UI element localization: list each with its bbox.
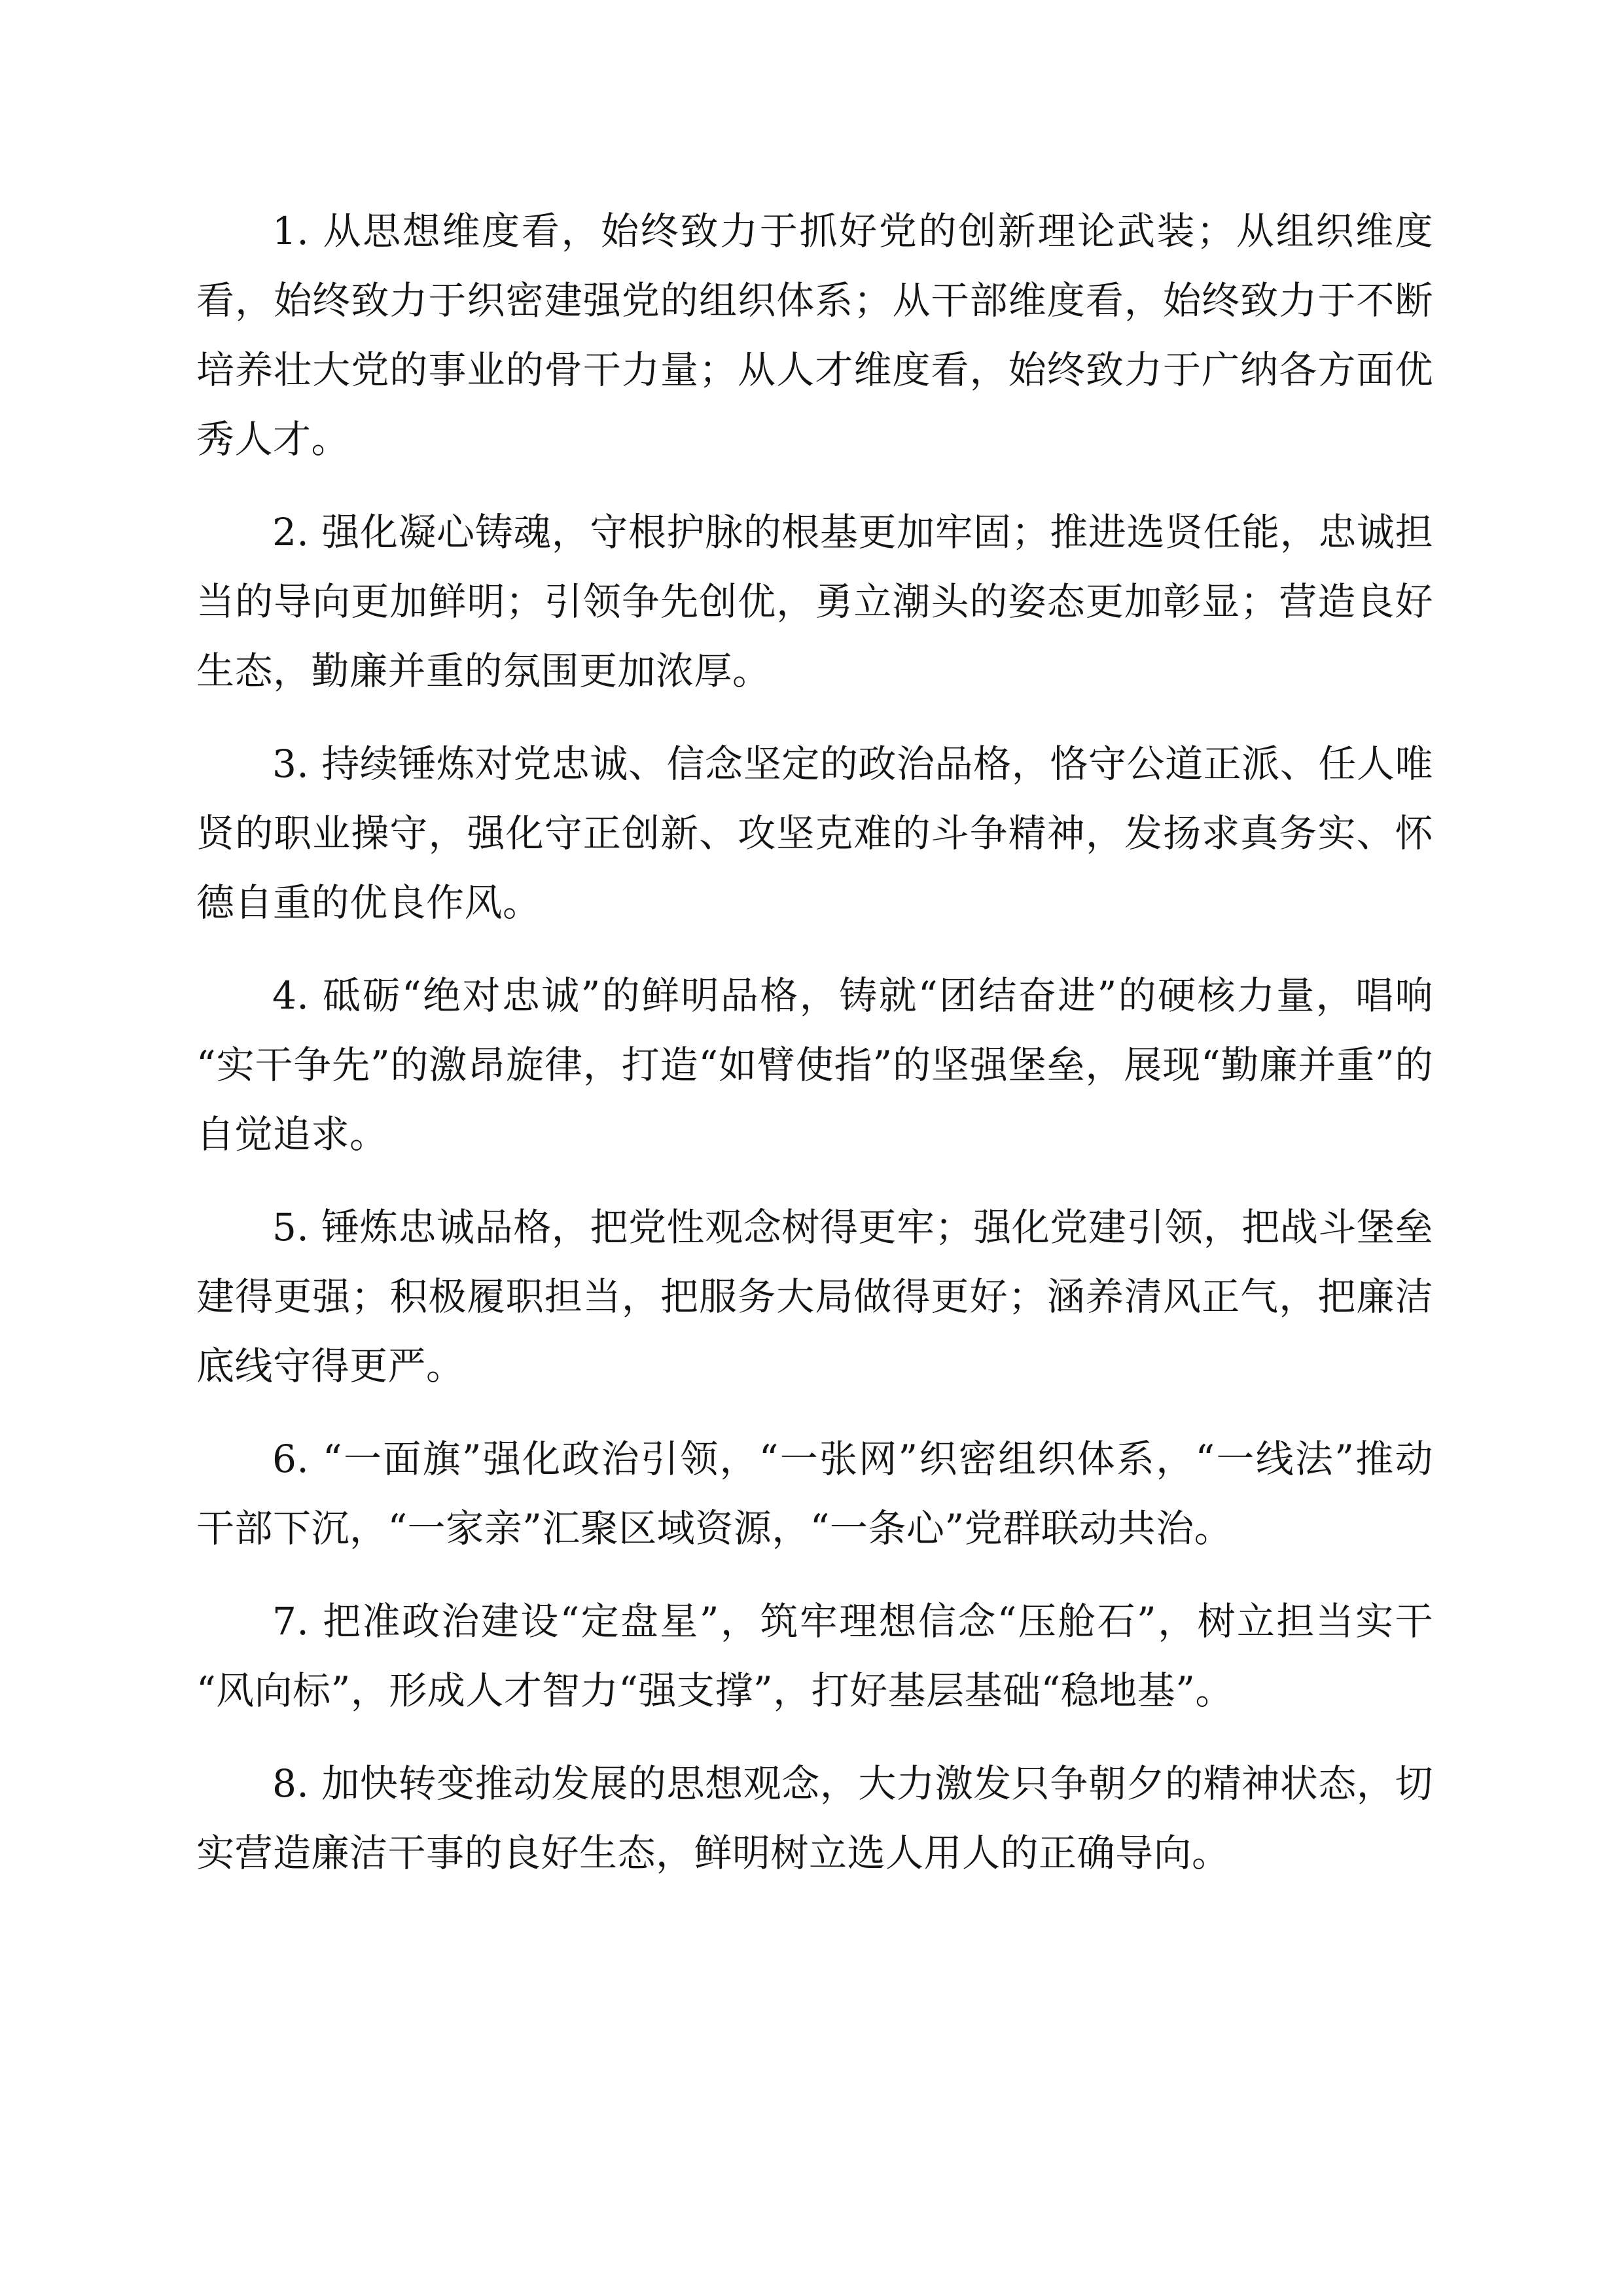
paragraph-3: 3. 持续锤炼对党忠诚、信念坚定的政治品格，恪守公道正派、任人唯贤的职业操守，强化守正创新、攻坚克难的斗争精神，发扬求真务实、怀德自重的优良作风。 bbox=[196, 742, 1433, 925]
document-body bbox=[196, 196, 1433, 1888]
paragraph-2: 2. 强化凝心铸魂，守根护脉的根基更加牢固；推进选贤任能，忠诚担当的导向更加鲜明；引领争先创优，勇立潮头的姿态更加彰显；营造良好生态，勤廉并重的氛围更加浓厚。 bbox=[196, 510, 1433, 693]
paragraph-6: 6. “一面旗”强化政治引领，“一张网”织密组织体系，“一线法”推动干部下沉，“一家亲”汇聚区域资源，“一条心”党群联动共治。 bbox=[196, 1437, 1433, 1551]
paragraph-5: 5. 锤炼忠诚品格，把党性观念树得更牢；强化党建引领，把战斗堡垒建得更强；积极履职担当，把服务大局做得更好；涵养清风正气，把廉洁底线守得更严。 bbox=[196, 1205, 1433, 1388]
paragraph-8: 8. 加快转变推动发展的思想观念，大力激发只争朝夕的精神状态，切实营造廉洁干事的良好生态，鲜明树立选人用人的正确导向。 bbox=[196, 1761, 1433, 1875]
paragraph-1: 1. 从思想维度看，始终致力于抓好党的创新理论武装；从组织维度看，始终致力于织密建强党的组织体系；从干部维度看，始终致力于不断培养壮大党的事业的骨干力量；从人才维度看，始终致力于广纳各方面优秀人才。 bbox=[196, 209, 1433, 461]
paragraph-7: 7. 把准政治建设“定盘星”，筑牢理想信念“压舱石”，树立担当实干“风向标”，形成人才智力“强支撑”，打好基层基础“稳地基”。 bbox=[196, 1599, 1433, 1713]
paragraph-4: 4. 砥砺“绝对忠诚”的鲜明品格，铸就“团结奋进”的硬核力量，唱响“实干争先”的激昂旋律，打造“如臂使指”的坚强堡垒，展现“勤廉并重”的自觉追求。 bbox=[196, 973, 1433, 1157]
